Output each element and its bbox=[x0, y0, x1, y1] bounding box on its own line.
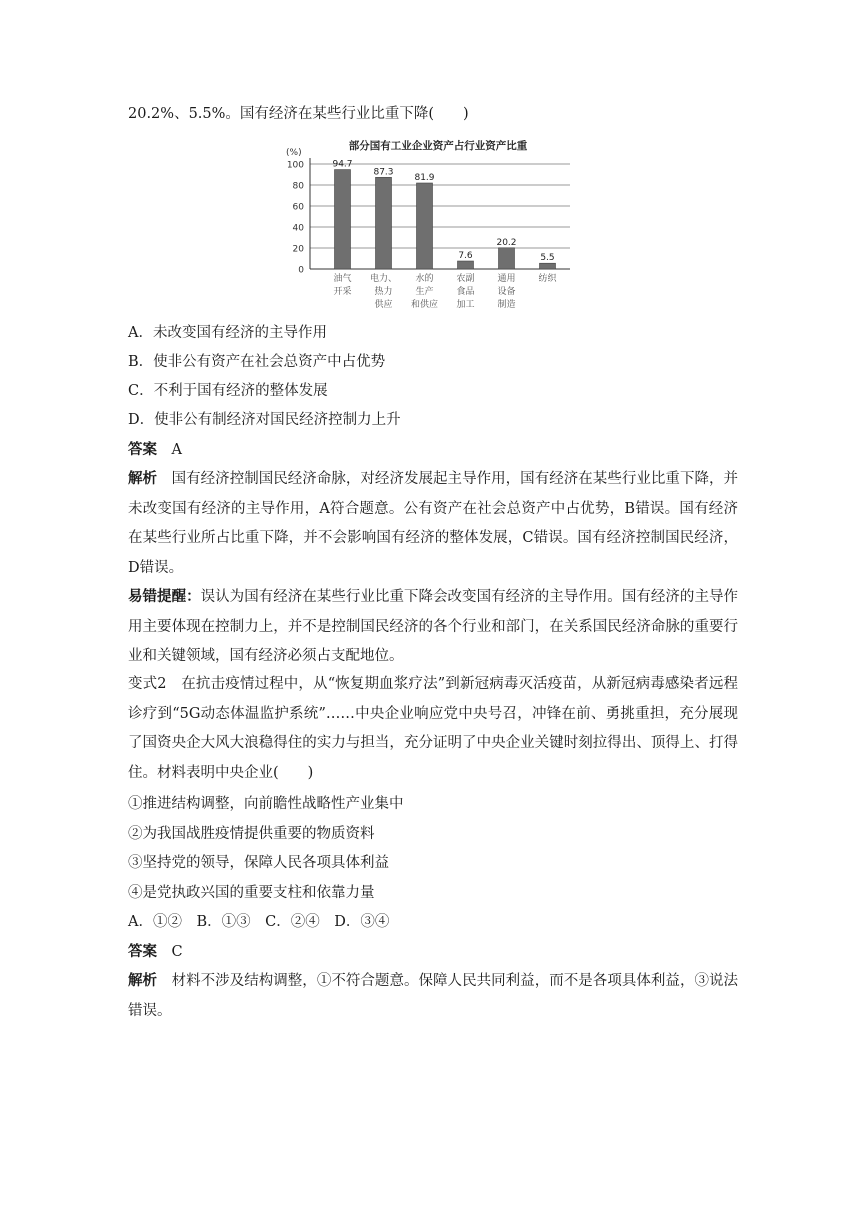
chart-category-label: 通用 bbox=[497, 274, 516, 284]
chart-category-label: 和供应 bbox=[410, 300, 439, 310]
chart-category-label: 电力、 bbox=[369, 274, 398, 284]
chart-category-label: 开采 bbox=[333, 287, 352, 297]
q1-answer-label: 答案 bbox=[128, 441, 157, 458]
chart-category-label: 纺织 bbox=[538, 274, 557, 284]
q1-tip-text: 误认为国有经济在某些行业比重下降会改变国有经济的主导作用。国有经济的主导作用主要体现在控制力上，并不是控制国民经济的各个行业和部门，在关系国民经济命脉的重要行业和关键领域，国有经济必须占支配地位。 bbox=[128, 589, 738, 664]
q2-answer-value: C bbox=[171, 944, 183, 960]
q1-option-c: C．不利于国有经济的整体发展 bbox=[128, 383, 328, 399]
chart-category-label: 水的 bbox=[415, 274, 434, 284]
chart-bar bbox=[335, 170, 351, 269]
q2-analysis bbox=[128, 966, 738, 1026]
q2-answer-label: 答案 bbox=[128, 943, 157, 960]
chart-y-tick-label: 100 bbox=[286, 160, 304, 171]
q1-analysis-label: 解析 bbox=[128, 470, 158, 487]
q1-option-a: A．未改变国有经济的主导作用 bbox=[128, 325, 327, 341]
bar-chart-svg bbox=[280, 138, 580, 318]
chart-bar bbox=[458, 261, 474, 269]
chart-title: 部分国有工业企业资产占行业资产比重 bbox=[348, 140, 528, 152]
chart-value-label: 20.2 bbox=[496, 237, 517, 248]
chart-value-label: 81.9 bbox=[414, 173, 435, 184]
chart-category-label: 制造 bbox=[497, 300, 516, 310]
chart-y-tick-label: 40 bbox=[292, 223, 304, 234]
chart-bar bbox=[499, 248, 515, 269]
q1-analysis-text: 国有经济控制国民经济命脉，对经济发展起主导作用，国有经济在某些行业比重下降，并未改变国有经济的主导作用，A符合题意。公有资产在社会总资产中占优势，B错误。国有经济在某些行业所占比重下降，并不会影响国有经济的整体发展，C错误。国有经济控制国民经济，D错误。 bbox=[128, 471, 739, 576]
q2-analysis-label: 解析 bbox=[128, 972, 158, 989]
chart-category-label: 热力 bbox=[374, 287, 393, 297]
chart-value-label: 94.7 bbox=[332, 159, 353, 170]
q2-stem: 变式2 在抗击疫情过程中，从“恢复期血浆疗法”到新冠病毒灭活疫苗，从新冠病毒感染者远程诊疗到“5G动态体温监护系统”……中央企业响应党中央号召，冲锋在前、勇挑重担，充分展现了国资央企大风大浪稳得住的实力与担当，充分证明了中央企业关键时刻拉得出、顶得上、打得住。材料表明中央企业( ) bbox=[128, 676, 738, 781]
chart-value-label: 87.3 bbox=[373, 167, 394, 178]
q2-item-2: ②为我国战胜疫情提供重要的物质资料 bbox=[128, 826, 375, 842]
chart-bars bbox=[335, 170, 556, 269]
chart-category-label: 供应 bbox=[374, 300, 393, 310]
q1-option-d: D．使非公有制经济对国民经济控制力上升 bbox=[128, 412, 401, 428]
chart-y-tick-label: 60 bbox=[292, 202, 304, 213]
bar-chart bbox=[280, 138, 580, 318]
chart-value-label: 7.6 bbox=[458, 251, 473, 262]
q1-answer-value: A bbox=[171, 442, 182, 458]
chart-category-label: 食品 bbox=[456, 287, 475, 297]
q2-answer bbox=[128, 942, 183, 962]
question-intro: 20.2%、5.5%。国有经济在某些行业比重下降( ) bbox=[128, 106, 469, 122]
chart-category-label: 油气 bbox=[333, 274, 352, 284]
chart-category-label: 生产 bbox=[415, 287, 434, 297]
q1-tip bbox=[128, 582, 738, 672]
chart-category-label: 设备 bbox=[497, 287, 516, 297]
chart-y-tick-label: 20 bbox=[292, 244, 304, 255]
q1-analysis bbox=[128, 464, 738, 583]
q2-item-4: ④是党执政兴国的重要支柱和依靠力量 bbox=[128, 885, 375, 901]
chart-bar bbox=[540, 263, 556, 269]
q1-answer bbox=[128, 440, 182, 460]
chart-value-label: 5.5 bbox=[540, 253, 555, 264]
q2-item-1: ①推进结构调整，向前瞻性战略性产业集中 bbox=[128, 796, 404, 812]
chart-y-axis-label: (%) bbox=[286, 148, 302, 158]
chart-bar bbox=[376, 177, 392, 269]
chart-y-tick-label: 80 bbox=[292, 181, 304, 192]
chart-bar bbox=[417, 183, 433, 269]
q2-analysis-text: 材料不涉及结构调整，①不符合题意。保障人民共同利益，而不是各项具体利益，③说法错误。 bbox=[128, 973, 739, 1019]
q2-item-3: ③坚持党的领导，保障人民各项具体利益 bbox=[128, 855, 389, 871]
chart-category-label: 加工 bbox=[456, 300, 475, 310]
chart-y-tick-label: 0 bbox=[298, 265, 304, 276]
q1-tip-label: 易错提醒： bbox=[128, 588, 201, 605]
q2-options: A．①② B．①③ C．②④ D．③④ bbox=[128, 914, 390, 930]
chart-category-label: 农副 bbox=[456, 274, 475, 284]
q1-option-b: B．使非公有资产在社会总资产中占优势 bbox=[128, 354, 386, 370]
